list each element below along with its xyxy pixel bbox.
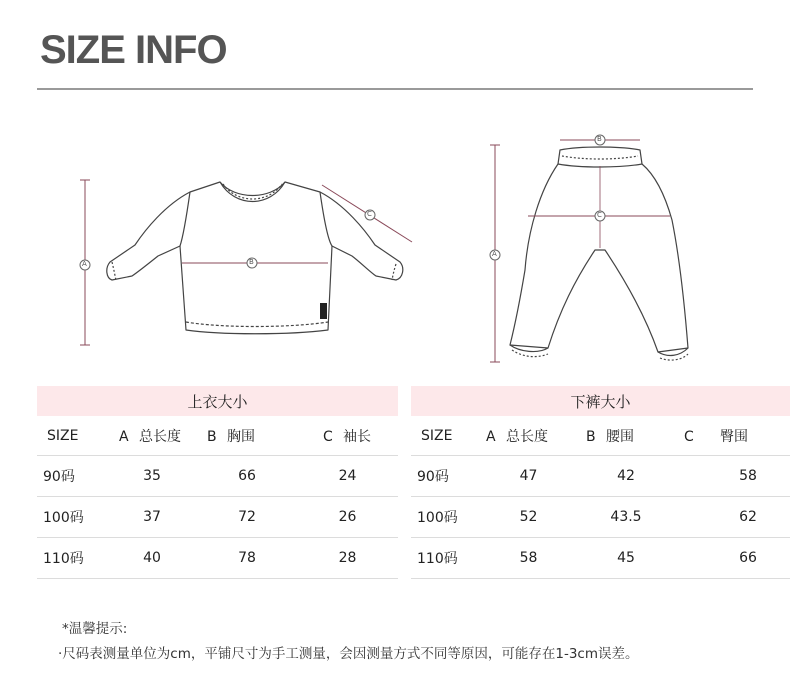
row-b: 66 bbox=[197, 456, 297, 497]
marker-c-pants: C bbox=[597, 211, 602, 219]
col-a-letter: A bbox=[119, 428, 129, 445]
row-size: 110码 bbox=[411, 538, 481, 579]
row-size: 100码 bbox=[37, 497, 107, 538]
table-row bbox=[411, 538, 790, 579]
row-b: 42 bbox=[576, 456, 676, 497]
col-b bbox=[576, 416, 676, 456]
pants-diagram bbox=[480, 130, 720, 370]
top-size-table bbox=[37, 386, 398, 579]
col-b bbox=[197, 416, 297, 456]
table-row bbox=[37, 456, 398, 497]
col-b-label: 腰围 bbox=[606, 428, 634, 445]
row-size: 100码 bbox=[411, 497, 481, 538]
col-c bbox=[676, 416, 790, 456]
row-c: 62 bbox=[676, 497, 790, 538]
table-row bbox=[411, 456, 790, 497]
row-b: 43.5 bbox=[576, 497, 676, 538]
page-title: SIZE INFO bbox=[40, 28, 227, 72]
row-c: 28 bbox=[297, 538, 398, 579]
row-c: 66 bbox=[676, 538, 790, 579]
row-a: 35 bbox=[107, 456, 197, 497]
table-row bbox=[37, 497, 398, 538]
marker-a-top: A bbox=[82, 260, 87, 268]
row-b: 78 bbox=[197, 538, 297, 579]
row-size: 90码 bbox=[411, 456, 481, 497]
row-b: 45 bbox=[576, 538, 676, 579]
col-a-label: 总长度 bbox=[506, 428, 548, 445]
marker-b-pants: B bbox=[597, 135, 602, 143]
title-divider bbox=[37, 88, 753, 90]
marker-a-pants: A bbox=[492, 250, 497, 258]
row-c: 24 bbox=[297, 456, 398, 497]
row-b: 72 bbox=[197, 497, 297, 538]
top-table-header bbox=[37, 416, 398, 456]
row-a: 37 bbox=[107, 497, 197, 538]
col-a bbox=[481, 416, 576, 456]
col-b-label: 胸围 bbox=[227, 428, 255, 445]
col-b-letter: B bbox=[207, 428, 217, 445]
col-a-label: 总长度 bbox=[139, 428, 181, 445]
col-size: SIZE bbox=[37, 416, 107, 456]
col-c-label: 臀围 bbox=[720, 428, 748, 445]
row-size: 90码 bbox=[37, 456, 107, 497]
col-c-label: 袖长 bbox=[343, 428, 371, 445]
pants-table-title: 下裤大小 bbox=[411, 386, 790, 416]
col-size: SIZE bbox=[411, 416, 481, 456]
row-size: 110码 bbox=[37, 538, 107, 579]
marker-b-top: B bbox=[249, 258, 254, 266]
table-row bbox=[411, 497, 790, 538]
top-table-title: 上衣大小 bbox=[37, 386, 398, 416]
row-c: 58 bbox=[676, 456, 790, 497]
col-b-letter: B bbox=[586, 428, 596, 445]
notes-title: *温馨提示: bbox=[62, 621, 128, 637]
row-a: 52 bbox=[481, 497, 576, 538]
notes-body: ·尺码表测量单位为cm，平铺尺寸为手工测量，会因测量方式不同等原因，可能存在1-3cm误差。 bbox=[58, 646, 639, 662]
col-c-letter: C bbox=[323, 428, 333, 445]
col-a-letter: A bbox=[486, 428, 496, 445]
pants-table-header bbox=[411, 416, 790, 456]
marker-c-top: C bbox=[367, 210, 372, 218]
row-a: 40 bbox=[107, 538, 197, 579]
row-c: 26 bbox=[297, 497, 398, 538]
row-a: 47 bbox=[481, 456, 576, 497]
pants-size-table bbox=[411, 386, 790, 579]
row-a: 58 bbox=[481, 538, 576, 579]
table-row bbox=[37, 538, 398, 579]
col-c-letter: C bbox=[684, 428, 694, 445]
col-c bbox=[297, 416, 398, 456]
col-a bbox=[107, 416, 197, 456]
top-garment-diagram bbox=[70, 160, 430, 380]
